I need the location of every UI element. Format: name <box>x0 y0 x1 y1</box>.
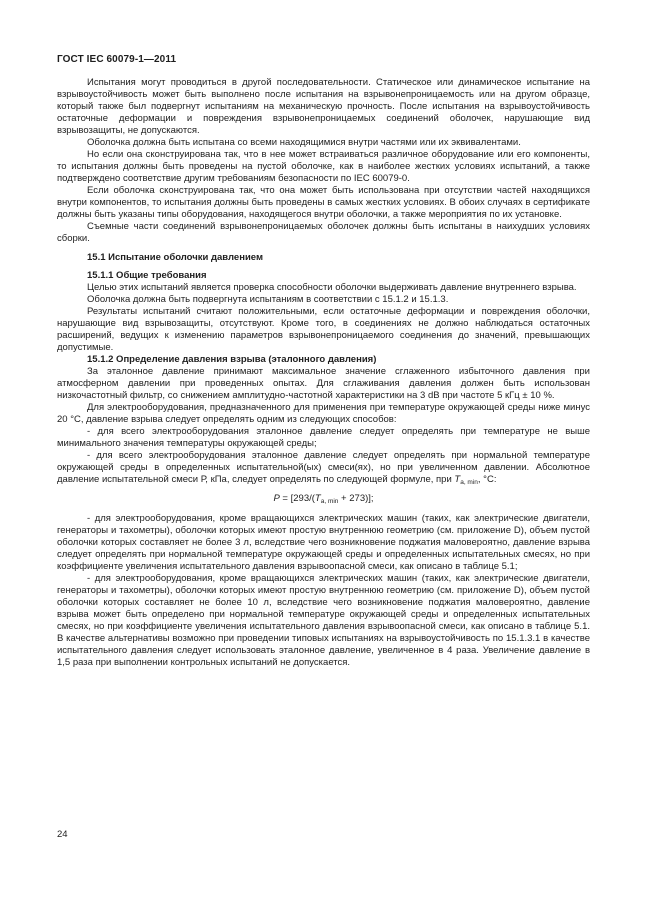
formula-lhs: P <box>273 493 280 504</box>
temperature-subscript: a, min <box>460 479 478 486</box>
temperature-symbol: T <box>454 474 461 485</box>
page-number: 24 <box>57 829 68 840</box>
paragraph: Целью этих испытаний является проверка способности оболочки выдерживать давление внутреннего взрыва. <box>87 282 577 293</box>
list-item-text-end: , °С: <box>477 474 497 485</box>
pressure-formula <box>57 493 590 508</box>
list-item-text: - для всего электрооборудования эталонное давление следует определять при нормальной температуре окружающей среды в определенных испытательной(ых) смеси(ях), но при увеличенном давлении. Абсолютное давление испытательной смеси Р, кПа, следует определять по следующей формуле, при <box>57 450 590 485</box>
list-item: - для электрооборудования, кроме вращающихся электрических машин (таких, как электрические двигатели, генераторы и тахометры), оболочки которых имеют простую внутреннюю геометрию (см. приложение D), объем пустой оболочки которых составляет не более 10 л, вследствие чего возникновение поджатия маловероятно, давление взрыва может быть определено при нормальной температуре окружающей среды и определенных испытательных смесях, но при коэффициенте увеличения испытательного давления взрывоопасной смеси, как описано в таблице 5.1. В качестве альтернативы возможно при проведении типовых испытаниях на взрывоустойчивость по 15.1.3.1 в качестве испытательного давления следует использовать эталонное давление, увеличенное в 4 раза. Увеличение давление в 1,5 раза при выполнении контрольных испытаний не допускается. <box>57 573 590 668</box>
formula-temperature-subscript: a, min <box>320 498 339 505</box>
paragraph: Для электрооборудования, предназначенного для применения при температуре окружающей среды ниже минус 20 °С, давление взрыва следует определять одним из следующих способов: <box>57 402 590 425</box>
list-item: - для электрооборудования, кроме вращающихся электрических машин (таких, как электрические двигатели, генераторы и тахометры), оболочки которых имеют простую внутреннюю геометрию (см. приложение D), объем пустой оболочки которых составляет не более 3 л, вследствие чего возникновение поджатия маловероятно, давление взрыва следует определять при нормальной температуре окружающей среды и определенных испытательных смесях, но при коэффициенте увеличения испытательного давления взрывоопасной смеси, как описано в таблице 5.1; <box>57 513 590 572</box>
paragraph: Результаты испытаний считают положительными, если остаточные деформации и повреждения оболочки, нарушающие вид взрывозащиты, отсутствуют. Кроме того, в соединениях не должно наблюдаться остаточных расширений, ведущих к изменению параметров взрывонепроницаемого соединения до значений, превышающих допустимые. <box>57 306 590 353</box>
document-body <box>57 77 590 669</box>
paragraph: Но если она сконструирована так, что в нее может встраиваться различное оборудование или его компоненты, то испытания должны быть проведены на пустой оболочке, как в наиболее жестких условиях испытаний, а также подтверждено соответствие другим требованиям безопасности по IEC 60079-0. <box>57 149 590 184</box>
section-heading-15-1-1: 15.1.1 Общие требования <box>87 270 207 281</box>
paragraph: Оболочка должна быть испытана со всеми находящимися внутри частями или их эквивалентами. <box>87 137 521 148</box>
paragraph: Если оболочка сконструирована так, что она может быть использована при отсутствии частей находящихся внутри компонентов, то испытания должны быть проведены в самых жестких условиях. В обоих случаях в сертификате должны быть указаны типы оборудования, находящегося внутри оболочки, а также мероприятия по их установке. <box>57 185 590 220</box>
section-heading-15-1: 15.1 Испытание оболочки давлением <box>87 252 263 263</box>
paragraph: Испытания могут проводиться в другой последовательности. Статическое или динамическое испытание на взрывоустойчивость может быть выполнено после испытания на взрывонепроницаемость или на другом образце, который также был подвергнут испытаниям на механическую прочность. После испытания на взрывоустойчивость остаточные деформации и повреждения взрывонепроницаемых соединений оболочек, нарушающие вид взрывозащиты, не допускаются. <box>57 77 590 136</box>
section-heading-15-1-2: 15.1.2 Определение давления взрыва (эталонного давления) <box>87 354 377 365</box>
paragraph: Съемные части соединений взрывонепроницаемых оболочек должны быть испытаны в наихудших условиях сборки. <box>57 221 590 244</box>
paragraph: Оболочка должна быть подвергнута испытаниям в соответствии с 15.1.2 и 15.1.3. <box>87 294 449 305</box>
formula-rhs: + 273)]; <box>338 493 374 504</box>
list-item <box>57 450 590 489</box>
formula-mid: = [293/( <box>279 493 315 504</box>
list-item: - для всего электрооборудования эталонное давление следует определять при температуре не выше минимального значения температуры окружающей среды; <box>57 426 590 449</box>
paragraph: За эталонное давление принимают максимальное значение сглаженного избыточного давления при атмосферном давлении при проведенных опытах. Для сглаживания давления должен быть использован низкочастотный фильтр, со снижением амплитудно-частотной характеристики на 3 dB при частоте 5 кГц ± 10 %. <box>57 366 590 401</box>
document-header-title: ГОСТ IEC 60079-1—2011 <box>57 54 177 65</box>
formula-temperature-symbol: T <box>314 493 321 504</box>
